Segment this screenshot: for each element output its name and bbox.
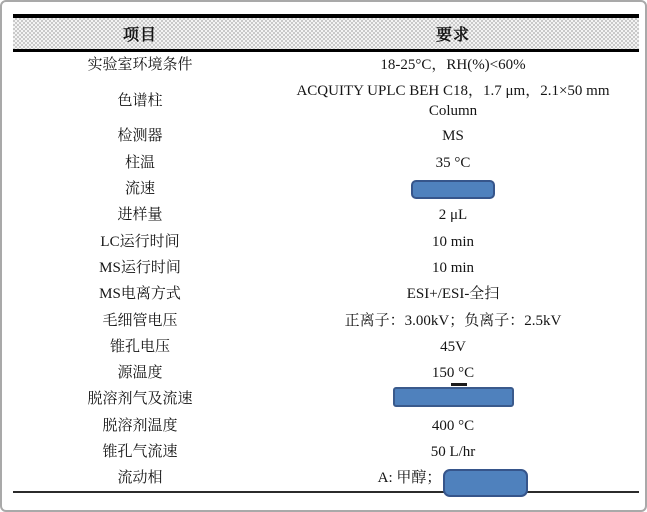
value-cell: 50 L/hr bbox=[430, 444, 476, 460]
table-row bbox=[13, 228, 639, 254]
table-row bbox=[13, 360, 639, 386]
item-cell: 源温度 bbox=[117, 365, 163, 382]
table-row bbox=[13, 123, 639, 149]
value-cell bbox=[267, 78, 639, 123]
item-cell: 柱温 bbox=[124, 154, 155, 171]
value-cell: 45V bbox=[440, 338, 466, 355]
value-cell: 18-25°C，RH(%)<60% bbox=[380, 57, 526, 74]
table-row bbox=[13, 334, 639, 360]
value-cell bbox=[267, 465, 639, 491]
table-row bbox=[13, 281, 639, 307]
redaction-wrap bbox=[393, 387, 514, 412]
item-cell: 流速 bbox=[124, 181, 155, 198]
table-row bbox=[13, 255, 639, 281]
item-cell: 流动相 bbox=[117, 470, 163, 487]
value-cell: 400 °C bbox=[431, 417, 475, 434]
table-row bbox=[13, 307, 639, 333]
value-cell bbox=[267, 176, 639, 202]
table-body bbox=[13, 52, 639, 493]
value-line-1: ACQUITY UPLC BEH C18，1.7 μm，2.1×50 mm bbox=[296, 82, 610, 99]
table-row bbox=[13, 150, 639, 176]
table-row bbox=[13, 78, 639, 123]
header-requirement: 要求 bbox=[435, 27, 470, 44]
table-row bbox=[13, 386, 639, 412]
mobile-phase-text: A: 甲醇； bbox=[377, 470, 442, 487]
value-line-2: Column bbox=[428, 102, 478, 119]
value-cell: 10 min bbox=[431, 259, 475, 276]
item-cell: 毛细管电压 bbox=[102, 312, 178, 329]
item-cell: 脱溶剂气及流速 bbox=[87, 391, 193, 408]
item-cell: MS运行时间 bbox=[99, 259, 181, 276]
item-cell: 锥孔气流速 bbox=[102, 444, 178, 460]
table-row bbox=[13, 413, 639, 439]
item-cell: 色谱柱 bbox=[117, 92, 163, 109]
table-row bbox=[13, 465, 639, 491]
value-cell: 10 min bbox=[431, 233, 475, 250]
redaction-box bbox=[393, 387, 514, 407]
redaction-box bbox=[443, 469, 528, 497]
table-row bbox=[13, 52, 639, 78]
parameters-table bbox=[13, 14, 639, 493]
redaction-box bbox=[411, 180, 495, 199]
item-cell: 检测器 bbox=[117, 128, 163, 145]
item-cell: LC运行时间 bbox=[100, 233, 180, 250]
table-row bbox=[13, 176, 639, 202]
value-cell bbox=[267, 386, 639, 412]
item-cell: 脱溶剂温度 bbox=[102, 417, 178, 434]
table-row bbox=[13, 439, 639, 465]
item-cell: 进样量 bbox=[117, 207, 163, 224]
value-cell: 150 °C bbox=[431, 365, 475, 382]
value-cell: 35 °C bbox=[435, 154, 471, 171]
header-row bbox=[13, 14, 639, 52]
table-row bbox=[13, 202, 639, 228]
item-cell: 锥孔电压 bbox=[109, 338, 170, 355]
value-cell: ESI+/ESI-全扫 bbox=[406, 286, 500, 303]
header-item: 项目 bbox=[122, 27, 157, 44]
value-cell: MS bbox=[442, 128, 464, 145]
item-cell: MS电离方式 bbox=[99, 286, 181, 303]
value-cell: 2 μL bbox=[438, 207, 468, 224]
covered-text-fragment bbox=[451, 383, 467, 386]
value-cell: 正离子：3.00kV；负离子：2.5kV bbox=[344, 312, 562, 329]
item-cell: 实验室环境条件 bbox=[87, 57, 193, 74]
